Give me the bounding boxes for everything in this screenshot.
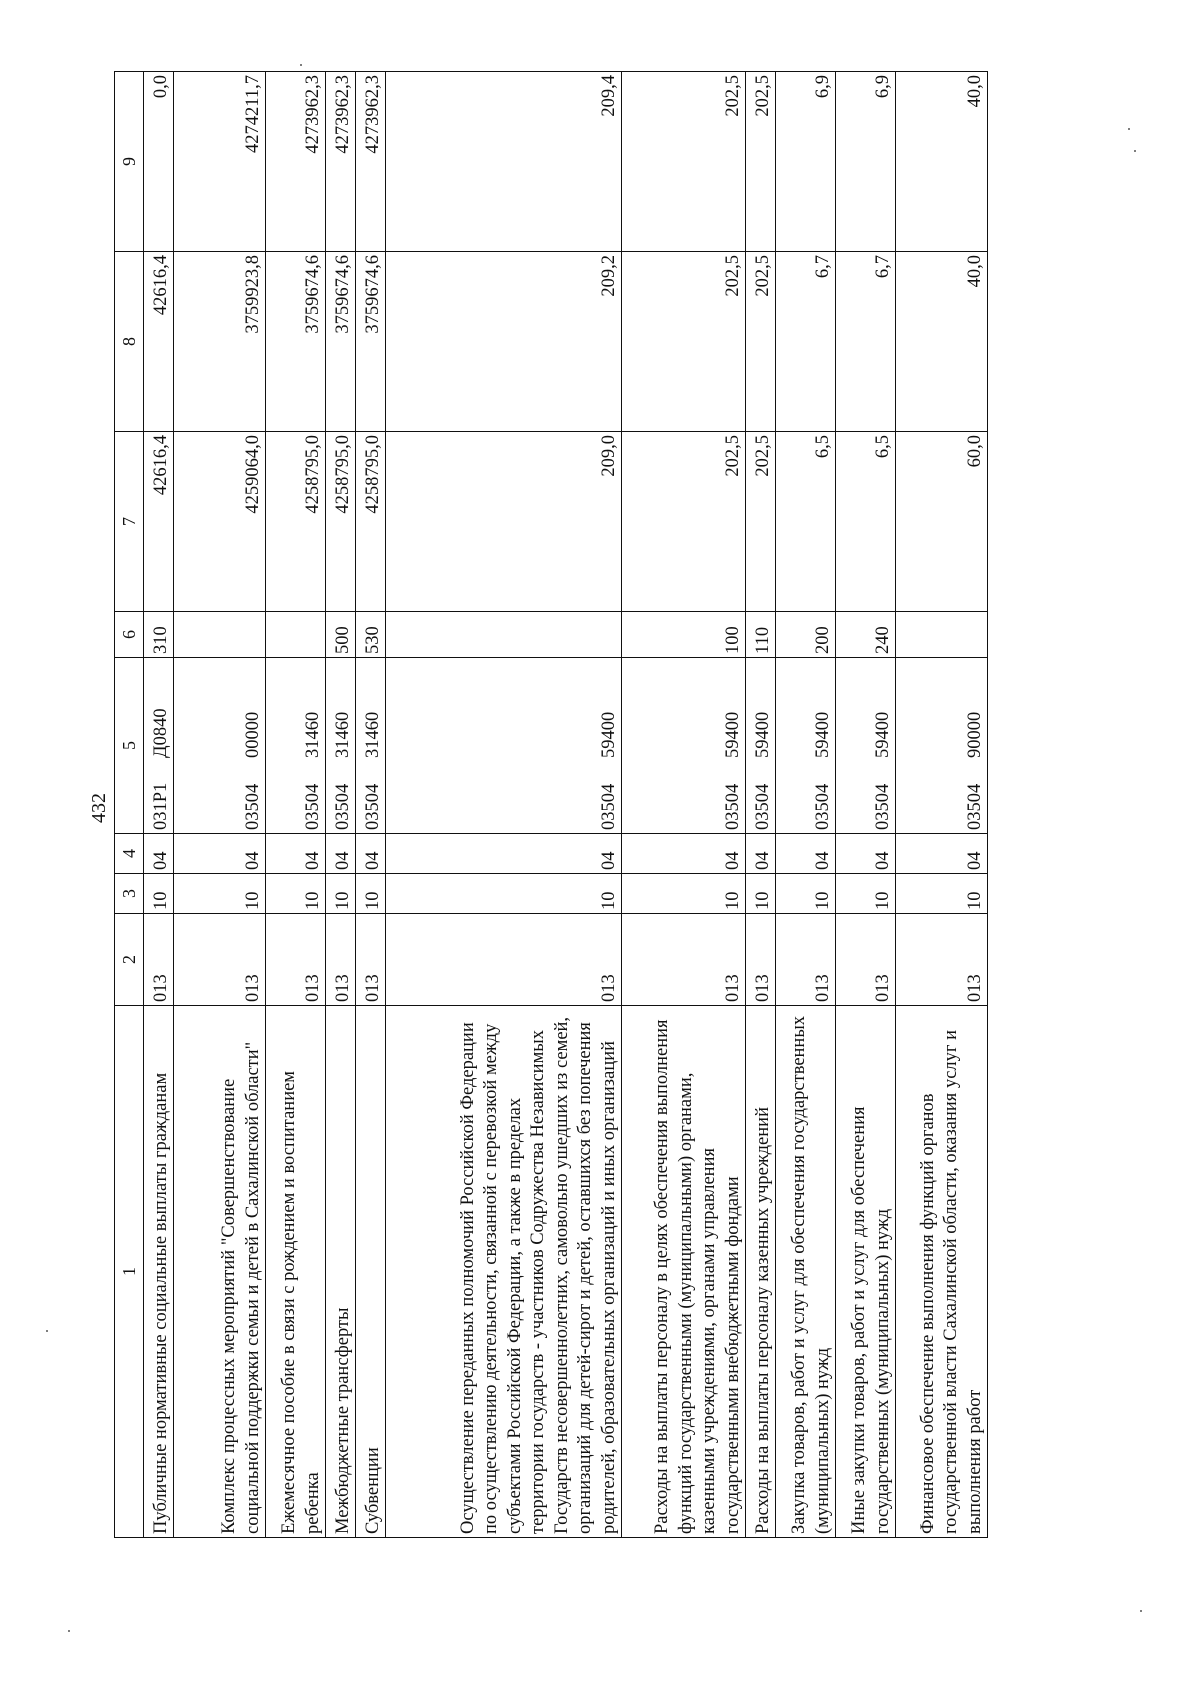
cell-col-8: 3759674,6 [266,252,326,432]
header-col-9: 9 [115,72,144,252]
cell-col-5 [144,658,174,834]
cell-col-3: 10 [622,874,746,914]
cell-col-5 [622,658,746,834]
cell-col-3: 10 [174,874,266,914]
cell-col-8: 202,5 [622,252,746,432]
cell-col-6: 110 [746,612,776,658]
header-col-6: 6 [115,612,144,658]
target-code-b: 31460 [302,711,323,758]
cell-col-8: 6,7 [836,252,896,432]
cell-col-4: 04 [746,834,776,874]
row-name: Осуществление переданных полномочий Российской Федерации по осуществлению деятельности, связанной с перевозкой между субъектами Российской Федерации, а также в пределах территории государств - участников Содружества Независимых Государств несовершеннолетних, самовольно ушедших из семей, организаций для детей-сирот и детей, оставшихся без попечения родителей, образовательных организаций и иных организаций [386,1006,622,1538]
cell-col-3: 10 [386,874,622,914]
cell-col-5 [174,658,266,834]
cell-col-6: 500 [326,612,356,658]
cell-col-2: 013 [266,914,326,1006]
cell-col-7: 4258795,0 [266,432,326,612]
cell-col-9: 202,5 [746,72,776,252]
row-name: Закупка товаров, работ и услуг для обеспечения государственных (муниципальных) нужд [776,1006,836,1538]
cell-col-2: 013 [386,914,622,1006]
cell-col-9: 4274211,7 [174,72,266,252]
cell-col-7: 209,0 [386,432,622,612]
cell-col-3: 10 [144,874,174,914]
cell-col-9: 209,4 [386,72,622,252]
cell-col-4: 04 [174,834,266,874]
table-row [836,72,896,1538]
scan-speck [300,64,302,66]
cell-col-3: 10 [776,874,836,914]
target-code-a: 03504 [362,783,383,830]
target-code-b: 59400 [872,711,893,758]
cell-col-7: 42616,4 [144,432,174,612]
target-code-a: 03504 [242,783,263,830]
cell-col-4: 04 [356,834,386,874]
cell-col-7: 4258795,0 [326,432,356,612]
cell-col-4: 04 [836,834,896,874]
header-col-8: 8 [115,252,144,432]
scan-speck [46,1330,48,1332]
cell-col-7: 202,5 [746,432,776,612]
cell-col-9: 4273962,3 [356,72,386,252]
cell-col-7: 4259064,0 [174,432,266,612]
cell-col-5 [776,658,836,834]
target-code-b: 59400 [598,711,619,758]
target-code-a: 03504 [332,783,353,830]
cell-col-6: 310 [144,612,174,658]
cell-col-5 [896,658,988,834]
cell-col-4: 04 [622,834,746,874]
cell-col-2: 013 [896,914,988,1006]
cell-col-8: 3759674,6 [326,252,356,432]
cell-col-5 [746,658,776,834]
cell-col-2: 013 [836,914,896,1006]
target-code-b: 59400 [722,711,743,758]
table-row [326,72,356,1538]
budget-table [114,71,988,1538]
row-name: Межбюджетные трансферты [326,1006,356,1538]
cell-col-7: 4258795,0 [356,432,386,612]
cell-col-6: 530 [356,612,386,658]
cell-col-5 [836,658,896,834]
header-col-1: 1 [115,1006,144,1538]
target-code-b: 00000 [242,711,263,758]
cell-col-2: 013 [326,914,356,1006]
header-col-7: 7 [115,432,144,612]
cell-col-2: 013 [622,914,746,1006]
table-row [386,72,622,1538]
cell-col-2: 013 [144,914,174,1006]
target-code-b: 59400 [752,711,773,758]
cell-col-3: 10 [266,874,326,914]
cell-col-5 [356,658,386,834]
row-name: Финансовое обеспечение выполнения функций органов государственной власти Сахалинской области, оказания услуг и выполнения работ [896,1006,988,1538]
target-code-a: 03504 [872,783,893,830]
target-code-a: 03504 [302,783,323,830]
table-row [622,72,746,1538]
cell-col-6 [896,612,988,658]
scan-speck [1128,128,1130,130]
header-col-3: 3 [115,874,144,914]
cell-col-8: 6,7 [776,252,836,432]
cell-col-6: 200 [776,612,836,658]
cell-col-7: 202,5 [622,432,746,612]
cell-col-3: 10 [356,874,386,914]
cell-col-3: 10 [836,874,896,914]
cell-col-2: 013 [356,914,386,1006]
table-row [144,72,174,1538]
row-name: Ежемесячное пособие в связи с рождением и воспитанием ребенка [266,1006,326,1538]
cell-col-4: 04 [386,834,622,874]
cell-col-3: 10 [326,874,356,914]
scan-speck [1134,150,1136,152]
target-code-a: 03504 [598,783,619,830]
cell-col-9: 4273962,3 [266,72,326,252]
cell-col-6: 240 [836,612,896,658]
row-name: Расходы на выплаты персоналу в целях обеспечения выполнения функций государственными (муниципальными) органами, казенными учреждениями, органами управления государственными внебюджетными фондами [622,1006,746,1538]
row-name: Комплекс процессных мероприятий "Совершенствование социальной поддержки семьи и детей в Сахалинской области" [174,1006,266,1538]
cell-col-2: 013 [776,914,836,1006]
cell-col-8: 3759923,8 [174,252,266,432]
cell-col-7: 6,5 [776,432,836,612]
header-col-4: 4 [115,834,144,874]
scan-speck [1140,1610,1142,1612]
cell-col-7: 6,5 [836,432,896,612]
cell-col-4: 04 [326,834,356,874]
cell-col-2: 013 [746,914,776,1006]
table-row [266,72,326,1538]
cell-col-4: 04 [776,834,836,874]
table-row [746,72,776,1538]
header-col-5: 5 [115,658,144,834]
table-row [776,72,836,1538]
table-row [356,72,386,1538]
target-code-a: 03504 [722,783,743,830]
cell-col-8: 202,5 [746,252,776,432]
header-row [115,72,144,1538]
cell-col-5 [266,658,326,834]
scan-speck [68,1630,70,1632]
cell-col-9: 202,5 [622,72,746,252]
cell-col-6 [266,612,326,658]
header-col-2: 2 [115,914,144,1006]
target-code-a: 03504 [812,783,833,830]
cell-col-2: 013 [174,914,266,1006]
cell-col-8: 42616,4 [144,252,174,432]
row-name: Расходы на выплаты персоналу казенных учреждений [746,1006,776,1538]
cell-col-9: 4273962,3 [326,72,356,252]
cell-col-4: 04 [896,834,988,874]
cell-col-6: 100 [622,612,746,658]
target-code-b: 31460 [332,711,353,758]
cell-col-7: 60,0 [896,432,988,612]
cell-col-4: 04 [144,834,174,874]
rotated-page-content [114,72,1060,1538]
target-code-a: 03504 [752,783,773,830]
target-code-b: Д0840 [150,708,171,758]
cell-col-3: 10 [746,874,776,914]
cell-col-5 [326,658,356,834]
cell-col-8: 3759674,6 [356,252,386,432]
cell-col-9: 6,9 [836,72,896,252]
cell-col-8: 209,2 [386,252,622,432]
cell-col-4: 04 [266,834,326,874]
cell-col-9: 40,0 [896,72,988,252]
target-code-a: 031Р1 [150,782,171,830]
cell-col-9: 0,0 [144,72,174,252]
page-number: 432 [88,793,110,823]
cell-col-9: 6,9 [776,72,836,252]
table-row [174,72,266,1538]
cell-col-5 [386,658,622,834]
target-code-a: 03504 [964,783,985,830]
cell-col-6 [386,612,622,658]
cell-col-3: 10 [896,874,988,914]
target-code-b: 31460 [362,711,383,758]
target-code-b: 59400 [812,711,833,758]
target-code-b: 90000 [964,711,985,758]
row-name: Иные закупки товаров, работ и услуг для обеспечения государственных (муниципальных) нужд [836,1006,896,1538]
row-name: Субвенции [356,1006,386,1538]
cell-col-6 [174,612,266,658]
table-row [896,72,988,1538]
cell-col-8: 40,0 [896,252,988,432]
row-name: Публичные нормативные социальные выплаты гражданам [144,1006,174,1538]
